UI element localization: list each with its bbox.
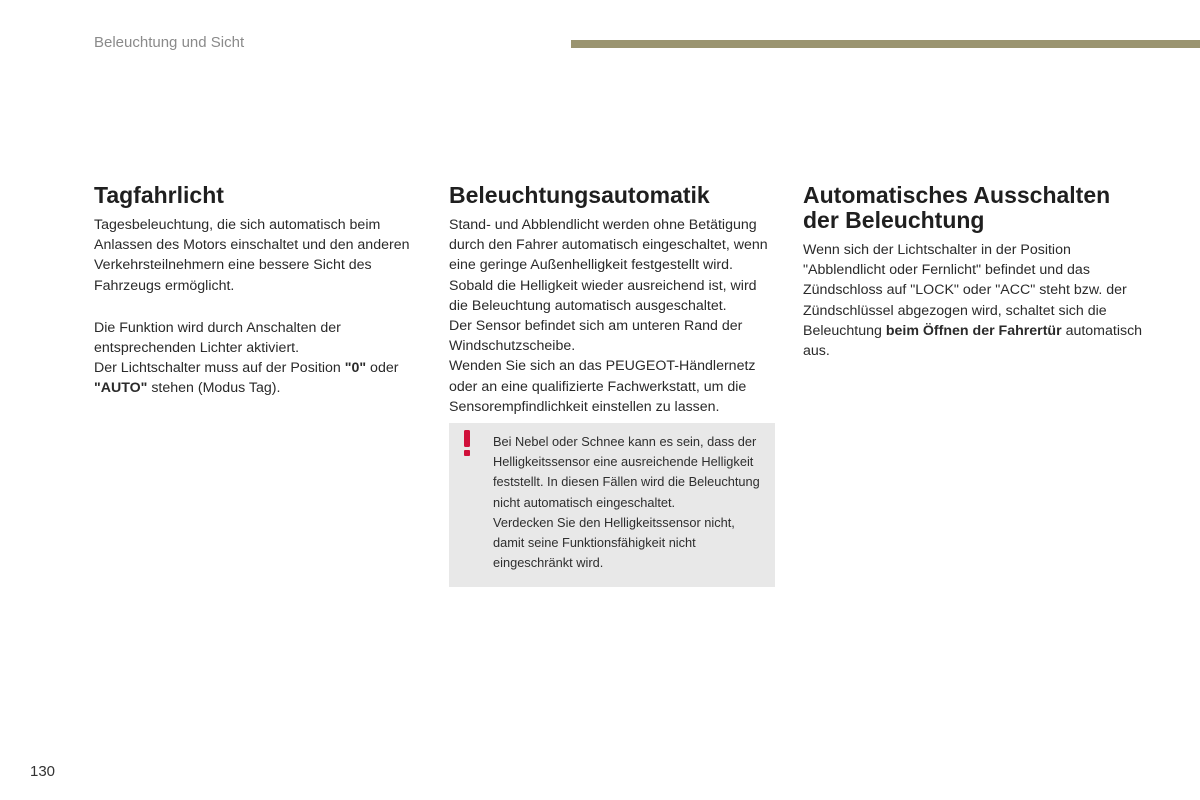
header-section-title: Beleuchtung und Sicht xyxy=(94,34,245,51)
paragraph-dealer: Wenden Sie sich an das PEUGEOT-Händlernetz oder an eine qualifizierte Fachwerkstatt, um die Sensorempfindlichkeit einstellen zu lassen. xyxy=(449,358,756,415)
position-auto: "AUTO" xyxy=(94,380,148,397)
column-tagfahrlicht xyxy=(94,183,424,399)
paragraph-intro: Tagesbeleuchtung, die sich automatisch beim Anlassen des Motors einschaltet und den anderen Verkehrsteilnehmern eine bessere Sicht des Fahrzeugs ermöglicht. xyxy=(94,217,410,294)
paragraph-sensor-location: Der Sensor befindet sich am unteren Rand der Windschutzscheibe. xyxy=(449,318,743,355)
paragraph-auto-off-door xyxy=(803,240,1143,361)
exclamation-icon xyxy=(462,430,472,456)
warning-text-fog: Bei Nebel oder Schnee kann es sein, dass der Helligkeitssensor eine ausreichende Helligkeit feststellt. In diesen Fällen wird die Beleuchtung nicht automatisch eingeschaltet. xyxy=(493,434,760,510)
heading-tagfahrlicht: Tagfahrlicht xyxy=(94,182,224,208)
paragraph-auto-off: Sobald die Helligkeit wieder ausreichend ist, wird die Beleuchtung automatisch ausgeschaltet. xyxy=(449,277,757,314)
paragraph-auto-on: Stand- und Abblendlicht werden ohne Betätigung durch den Fahrer automatisch eingeschaltet, wenn eine geringe Außenhelligkeit festgestellt wird. xyxy=(449,217,768,274)
activation-text-post: stehen (Modus Tag). xyxy=(147,380,281,397)
warning-text-cover: Verdecken Sie den Helligkeitssensor nicht, damit seine Funktionsfähigkeit nicht eingeschränkt wird. xyxy=(493,514,735,571)
activation-text-pre: Der Lichtschalter muss auf der Position xyxy=(94,360,345,377)
page-number: 130 xyxy=(30,763,56,780)
heading-auto-ausschalten: Automatisches Ausschalten der Beleuchtung xyxy=(803,182,1111,233)
auto-off-text-pre: Wenn sich der Lichtschalter in der Position "Abblendlicht oder Fernlicht" befindet und das Zündschloss auf "LOCK" oder "ACC" steht bzw. der Zündschlüssel abgezogen wird, schaltet sich die Beleuchtung xyxy=(803,242,1127,339)
activation-text-mid: oder xyxy=(366,360,399,377)
activation-line-1: Die Funktion wird durch Anschalten der entsprechenden Lichter aktiviert. xyxy=(94,319,341,357)
heading-beleuchtungsautomatik: Beleuchtungsautomatik xyxy=(449,182,710,208)
auto-off-text-post: automatisch aus. xyxy=(803,322,1143,360)
column-auto-ausschalten xyxy=(803,183,1143,361)
auto-off-text-bold: beim Öffnen der Fahrertür xyxy=(885,322,1062,339)
header-accent-bar xyxy=(571,40,1200,48)
warning-box xyxy=(449,423,775,587)
paragraph-activation xyxy=(94,318,424,399)
position-zero: "0" xyxy=(344,360,367,377)
column-beleuchtungsautomatik xyxy=(449,183,779,587)
